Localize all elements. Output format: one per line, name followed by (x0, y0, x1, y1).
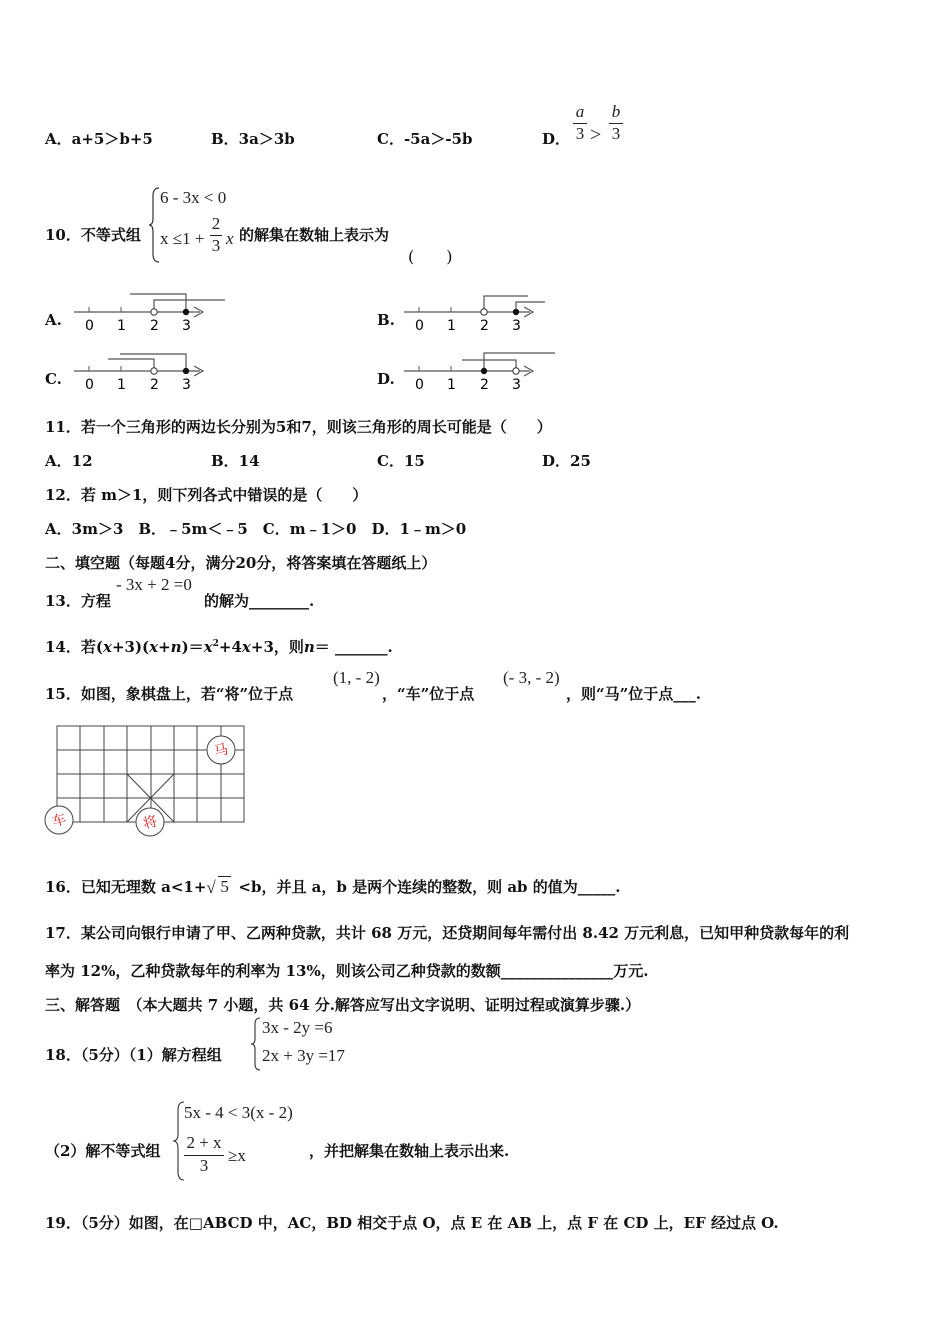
q10-answer-paren: ( ) (408, 247, 453, 266)
q19-text: 19．（5分）如图，在□ABCD 中，AC，BD 相交于点 O，点 E 在 AB 上，点 F 在 CD 上，EF 经过点 O. (45, 1214, 779, 1232)
q16-radicand: 5 (220, 877, 229, 896)
q15-prefix: 15．如图，象棋盘上，若“将”位于点 (45, 685, 294, 703)
q11-stem: 11．若一个三角形的两边长分别为5和7，则该三角形的周长可能是（ ） (45, 418, 552, 436)
q14-t9: 2 (212, 639, 219, 649)
q10-a-open-dot (151, 309, 157, 315)
q18-eq2: 2x + 3y =17 (262, 1046, 345, 1065)
svg-text:马: 马 (212, 741, 231, 761)
q14-t10: +4 (218, 638, 242, 656)
q14-t2: x (102, 638, 112, 656)
q18-ineq2-num: 2 + x (186, 1133, 222, 1152)
q18-ineq1: 5x - 4 < 3(x - 2) (184, 1103, 293, 1122)
q10-suffix: 的解集在数轴上表示为 (239, 226, 390, 244)
svg-text:3: 3 (512, 318, 521, 334)
q18-eq1: 3x - 2y =6 (262, 1018, 333, 1037)
q16-radical-sign: √ (206, 878, 216, 897)
q18-part2-suffix: ，并把解集在数轴上表示出来. (309, 1142, 510, 1160)
q9-option-b: B．3a＞3b (211, 130, 295, 148)
q9-option-a: A．a+5＞b+5 (45, 130, 153, 148)
q14-t7: )＝ (181, 638, 204, 656)
q10-b-solid-dot (513, 309, 519, 315)
q18-brace-1 (250, 1016, 262, 1072)
svg-text:3: 3 (182, 318, 191, 334)
q10-d-open-dot (513, 368, 519, 374)
q13-prefix: 13．方程 (45, 592, 111, 610)
chess-board-figure (42, 718, 252, 840)
svg-text:1: 1 (447, 318, 456, 334)
svg-text:3: 3 (512, 377, 521, 393)
q10-a-solid-dot (183, 309, 189, 315)
q12-stem: 12．若 m＞1，则下列各式中错误的是（ ） (45, 486, 368, 504)
q16-suffix: <b，并且 a，b 是两个连续的整数，则 ab 的值为_____. (238, 878, 621, 896)
piece-che (45, 806, 73, 834)
q9-d-den-right: 3 (609, 123, 623, 144)
q18-part2: （2）解不等式组 (45, 1142, 161, 1160)
piece-ma (207, 736, 235, 764)
q9-option-d: D． (542, 130, 571, 148)
q15-mid: ，“车”位于点 (382, 685, 475, 703)
svg-text:1: 1 (117, 318, 126, 334)
q9-d-num-left: a (575, 102, 585, 121)
svg-text:2: 2 (150, 318, 159, 334)
q18-ineq2-frac (184, 1133, 224, 1176)
svg-text:0: 0 (85, 377, 94, 393)
q9-d-op: > (590, 124, 602, 146)
q10-line2-a: x ≤1 + (160, 229, 205, 248)
q11-option-a: A．12 (45, 452, 93, 470)
svg-text:车: 车 (50, 811, 69, 831)
q14-t5: + (158, 638, 171, 656)
q11-option-d: D．25 (542, 452, 591, 470)
q10-prefix: 10．不等式组 (45, 226, 141, 244)
section-2-heading: 二、填空题（每题4分，满分20分，将答案填在答题纸上） (45, 554, 437, 572)
q10-d-solid-dot (481, 368, 487, 374)
q10-opt-c-label: C. (45, 370, 62, 388)
svg-text:2: 2 (480, 318, 489, 334)
piece-jiang (136, 808, 164, 836)
svg-text:1: 1 (117, 377, 126, 393)
q13-suffix: 的解为________. (204, 592, 315, 610)
q10-line2-num: 2 (211, 214, 221, 233)
q11-option-b: B．14 (211, 452, 260, 470)
q10-b-open-dot (481, 309, 487, 315)
q10-opt-b-label: B. (377, 311, 395, 329)
q10-c-solid-dot (183, 368, 189, 374)
q17-line1: 17．某公司向银行申请了甲、乙两种贷款，共计 68 万元，还贷期间每年需付出 8.42 万元利息，已知甲种贷款每年的利 (45, 924, 850, 942)
q10-opt-a-label: A. (45, 311, 62, 329)
q10-numberline-c (70, 347, 230, 397)
q10-line1: 6 - 3x < 0 (160, 188, 227, 207)
q9-d-frac-right (609, 102, 623, 144)
q14-t14: ＝ _______. (314, 638, 393, 656)
svg-text:3: 3 (182, 377, 191, 393)
q13-equation: - 3x + 2 =0 (116, 575, 192, 594)
svg-text:0: 0 (415, 377, 424, 393)
q10-numberline-a (70, 288, 230, 338)
svg-text:1: 1 (447, 377, 456, 393)
q10-c-open-dot (151, 368, 157, 374)
q18-ineq2-rel: ≥x (228, 1146, 246, 1165)
svg-text:0: 0 (415, 318, 424, 334)
q14-t6: n (170, 638, 182, 656)
section-3-heading: 三、解答题 （本大题共 7 小题，共 64 分.解答应写出文字说明、证明过程或演算步骤.） (45, 996, 641, 1014)
q18-ineq2-den: 3 (184, 1155, 224, 1176)
q10-line2-b: x (226, 229, 234, 248)
q14-text (45, 636, 393, 657)
q12-options: A．3m＞3 B．﹣5m＜﹣5 C．m﹣1＞0 D．1﹣m＞0 (45, 520, 467, 538)
q9-d-frac-left (573, 102, 587, 144)
q10-line2-den: 3 (211, 236, 221, 255)
q10-opt-d-label: D. (377, 370, 395, 388)
q9-d-num-right: b (611, 102, 621, 121)
q9-option-c: C．-5a＞-5b (377, 130, 473, 148)
q14-t3: +3)( (111, 638, 150, 656)
q14-t13: n (303, 638, 315, 656)
q10-numberline-b (400, 288, 560, 338)
q14-t12: +3，则 (250, 638, 304, 656)
q14-t1: 14．若( (45, 638, 103, 656)
q11-option-c: C．15 (377, 452, 425, 470)
svg-text:0: 0 (85, 318, 94, 334)
q14-t4: x (149, 638, 159, 656)
q15-suffix: ，则“马”位于点___. (566, 685, 701, 703)
q16-prefix: 16．已知无理数 a<1+ (45, 878, 207, 896)
q9-d-den-left: 3 (573, 123, 587, 144)
q17-line2: 率为 12%，乙种贷款每年的利率为 13%，则该公司乙种贷款的数额_______________万元. (45, 962, 649, 980)
q10-line2-frac (210, 214, 222, 256)
q14-t8: x (203, 638, 213, 656)
svg-text:2: 2 (480, 377, 489, 393)
svg-text:将: 将 (141, 813, 160, 833)
q18-prefix: 18．（5分）（1）解方程组 (45, 1046, 222, 1064)
q10-numberline-d (400, 347, 560, 397)
svg-text:2: 2 (150, 377, 159, 393)
q15-point-che: (- 3, - 2) (503, 668, 560, 687)
q16-text (45, 876, 620, 897)
q15-point-jiang: (1, - 2) (333, 668, 380, 687)
q14-t11: x (241, 638, 251, 656)
